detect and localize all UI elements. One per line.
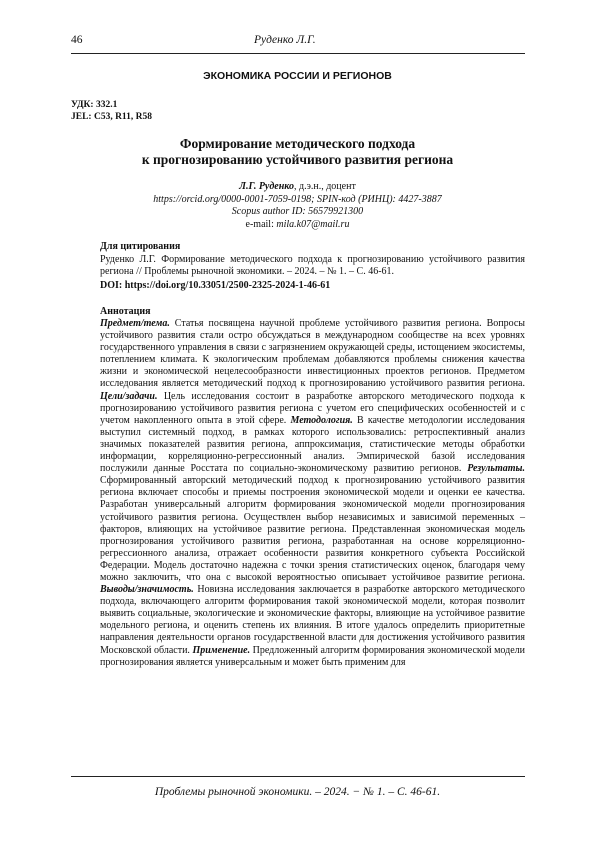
section-title: ЭКОНОМИКА РОССИИ И РЕГИОНОВ — [203, 70, 392, 82]
header-rule — [71, 53, 525, 54]
running-author: Руденко Л.Г. — [254, 34, 316, 46]
email-label: e-mail: — [245, 218, 277, 230]
author-degree: , д.э.н., доцент — [293, 181, 356, 192]
citation-text: Руденко Л.Г. Формирование методического подхода к прогнозированию устойчивого развития региона // Проблемы рыночной экономики. – 2024. – № 1. – С. 46-61. — [100, 254, 525, 278]
author-ids: https://orcid.org/0000-0001-7059-0198; SPIN-код (РИНЦ): 4427-3887 — [153, 193, 442, 205]
results-text: Сформированный авторский методический подход к прогнозированию устойчивого развития региона включает способы и приемы построения экономической модели и оценки ее качества. Разработан универсальный алгоритм формирования экономической модели прогнозирования устойчивого развития региона. Осуществлен выбор независимых и зависимой переменных – факторов, влияющих на устойчивое развитие региона. Представленная экономическая модель прогнозирования устойчивого развития региона, разработанная на основе корреляционно-регрессионного анализа, отражает особенности развития конкретного субъекта Российской Федерации. Модель достаточно надежна с точки зрения статистических оценок, благодаря чему можно заключить, что она с высокой вероятностью описывает устойчивое развитие региона. — [100, 475, 525, 583]
udk-code: УДК: 332.1 — [71, 100, 118, 110]
goals-label: Цели/задачи. — [100, 390, 158, 402]
citation-heading: Для цитирования — [100, 241, 181, 252]
conclusions-label: Выводы/значимость. — [100, 584, 194, 596]
conclusions-text: Новизна исследования заключается в разработке авторского методического подхода, включающего алгоритм формирования такой экономической модели, которая позволит выявить социальные, экологические и экономические факторы, влияющие на устойчивое развитие модельного региона, и оценить степень их влияния. В итоге удалось определить приоритетные направления деятельности органов государственной власти для достижения устойчивого развития Московской области. — [100, 584, 525, 656]
method-label: Методология. — [290, 414, 353, 426]
goals-text: Цель исследования состоит в разработке авторского методического подхода к прогнозированию устойчивого развития региона с учетом его специфических особенностей и с учетом накопленного опыта в этой сфере. — [100, 390, 525, 426]
author-line — [0, 181, 595, 194]
author-email[interactable]: mila.k07@mail.ru — [276, 218, 350, 230]
application-label: Применение. — [192, 644, 251, 656]
doi-link[interactable]: DOI: https://doi.org/10.33051/2500-2325-2024-1-46-61 — [100, 280, 331, 291]
author-block — [0, 181, 595, 231]
abstract-heading: Аннотация — [100, 306, 151, 317]
subject-label: Предмет/тема. — [100, 318, 170, 329]
method-text: В качестве методологии исследования выступил системный подход, в рамках которого использовались: ретроспективный анализ значимых показателей развития региона, аппроксимация, статистические методы обработки информации, корреляционно-регрессионный анализ. Эмпирической базой исследования послужили данные Росстата по социально-экономическому развитию регионов. — [100, 414, 525, 475]
author-scopus: Scopus author ID: 56579921300 — [231, 206, 364, 217]
footer-rule — [71, 776, 525, 777]
classification-codes — [71, 99, 152, 123]
jel-code: JEL: C53, R11, R58 — [71, 112, 153, 122]
title-line-1: Формирование методического подхода — [179, 136, 416, 151]
abstract-body — [100, 318, 525, 669]
author-name: Л.Г. Руденко — [239, 181, 294, 192]
subject-text: Статья посвящена научной проблеме устойчивого развития региона. Вопросы устойчивого развития стали остро обсуждаться в международном сообществе на всех уровнях государственного управления в связи с загрязнением окружающей среды, истощением экосистемы, потеплением климата. К экологическим проблемам добавляются проблемы снижения качества жизни и экономической нецелесообразности инвестиционных проектов регионов. Предметом исследования является методический подход к прогнозированию устойчивого развития региона. — [100, 318, 525, 390]
page-number: 46 — [71, 34, 83, 46]
article-title — [0, 136, 595, 168]
application-text: Предложенный алгоритм формирования экономической модели прогнозирования является универсальным и может быть применим для — [100, 644, 525, 668]
journal-footer: Проблемы рыночной экономики. – 2024. − № 1. – С. 46-61. — [154, 786, 441, 798]
author-email-line — [0, 219, 595, 232]
results-label: Результаты. — [467, 463, 525, 475]
title-line-2: к прогнозированию устойчивого развития региона — [141, 152, 454, 167]
